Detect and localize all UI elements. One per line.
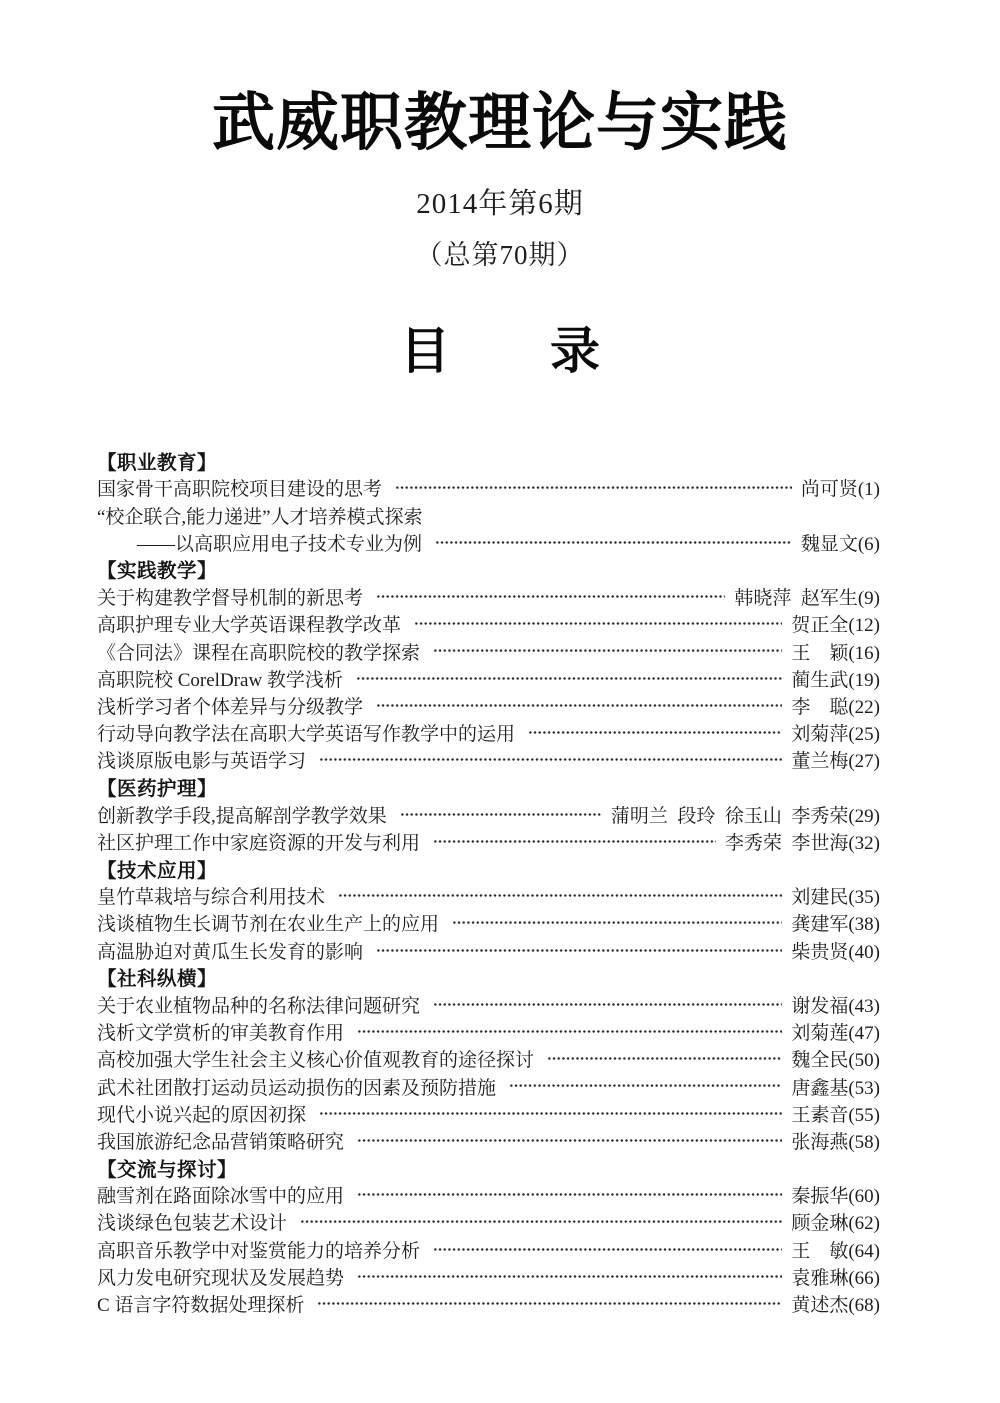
entry-authors: 魏全民 (791, 1050, 849, 1072)
entry-ref (791, 937, 880, 964)
entry-authors: 魏显文 (800, 533, 858, 555)
entry-ref (791, 1100, 880, 1127)
entry-authors: 柴贵贤 (791, 941, 849, 963)
entry-page: (66) (848, 1267, 880, 1289)
entry-page: (47) (848, 1023, 880, 1045)
toc-entry (97, 1018, 880, 1045)
dot-leader (376, 583, 725, 610)
dot-leader (319, 746, 782, 773)
toc-entry (97, 1208, 880, 1235)
entry-ref (791, 665, 880, 692)
toc-entry (97, 909, 880, 936)
toc-list (97, 447, 880, 1317)
entry-page: (53) (848, 1077, 880, 1099)
entry-ref (791, 1045, 880, 1072)
entry-title: 浅析学习者个体差异与分级教学 (97, 696, 364, 718)
dot-leader (395, 474, 792, 501)
entry-title: 高校加强大学生社会主义核心价值观教育的途径探讨 (97, 1050, 535, 1072)
entry-page: (9) (857, 588, 880, 610)
entry-title: 高温胁迫对黄瓜生长发育的影响 (97, 941, 364, 963)
toc-entry (97, 1236, 880, 1263)
toc-entry (97, 610, 880, 637)
entry-page: (38) (848, 914, 880, 936)
entry-title: 高职护理专业大学英语课程教学改革 (97, 615, 402, 637)
toc-entry (97, 801, 880, 828)
entry-ref (791, 638, 880, 665)
dot-leader (376, 937, 782, 964)
toc-section-header: 【交流与探讨】 (97, 1158, 238, 1181)
entry-authors: 顾金琳 (791, 1213, 849, 1235)
dot-leader (547, 1045, 782, 1072)
entry-title: 社区护理工作中家庭资源的开发与利用 (97, 832, 421, 854)
dot-leader (319, 1100, 782, 1127)
toc-entry (97, 1072, 880, 1099)
dot-leader (317, 1290, 782, 1317)
entry-page: (19) (848, 669, 880, 691)
toc-entry (97, 637, 880, 664)
toc-section-header: 【职业教育】 (97, 451, 218, 474)
entry-ref (791, 1127, 880, 1154)
entry-title: 高职院校 CorelDraw 教学浅析 (97, 669, 343, 691)
dot-leader (452, 909, 782, 936)
entry-page: (68) (848, 1295, 880, 1317)
entry-subtitle: ——以高职应用电子技术专业为例 (137, 533, 423, 555)
entry-title: 浅谈绿色包装艺术设计 (97, 1213, 288, 1235)
toc-entry (97, 665, 880, 692)
entry-authors: 尚可贤 (800, 479, 858, 501)
entry-authors: 黄述杰 (791, 1295, 849, 1317)
entry-title: 国家骨干高职院校项目建设的思考 (97, 479, 383, 501)
entry-title: 行动导向教学法在高职大学英语写作教学中的运用 (97, 724, 516, 746)
toc-entry-title-line (97, 502, 880, 529)
toc-entry (97, 1290, 880, 1317)
dot-leader (414, 610, 782, 637)
entry-ref (791, 1290, 880, 1317)
entry-authors: 袁雅琳 (791, 1267, 849, 1289)
toc-entry (97, 474, 880, 501)
entry-ref (801, 529, 880, 556)
entry-authors: 韩晓萍 赵军生 (734, 588, 858, 610)
entry-authors: 谢发福 (791, 995, 849, 1017)
entry-page: (40) (848, 941, 880, 963)
entry-ref (791, 1208, 880, 1235)
toc-entry (97, 991, 880, 1018)
entry-authors: 刘菊莲 (791, 1023, 849, 1045)
toc-entry (97, 828, 880, 855)
entry-ref (791, 1181, 880, 1208)
entry-title: 浅析文学赏析的审美教育作用 (97, 1023, 345, 1045)
entry-ref (791, 1018, 880, 1045)
dot-leader (509, 1072, 782, 1099)
entry-title: 高职音乐教学中对鉴赏能力的培养分析 (97, 1240, 421, 1262)
dot-leader (338, 882, 782, 909)
toc-entry (97, 692, 880, 719)
entry-ref (734, 583, 880, 610)
entry-authors: 李秀荣 李世海 (724, 832, 849, 854)
entry-page: (27) (848, 751, 880, 773)
entry-page: (32) (848, 832, 880, 854)
dot-leader (357, 1263, 782, 1290)
entry-authors: 蔺生武 (791, 669, 849, 691)
entry-page: (58) (848, 1131, 880, 1153)
entry-page: (16) (848, 642, 880, 664)
entry-ref (725, 828, 880, 855)
entry-page: (60) (848, 1186, 880, 1208)
entry-title: 武术社团散打运动员运动损伤的因素及预防措施 (97, 1077, 497, 1099)
entry-ref (791, 1073, 880, 1100)
entry-ref (791, 1263, 880, 1290)
entry-authors: 龚建军 (791, 914, 849, 936)
entry-authors: 董兰梅 (791, 751, 849, 773)
entry-title: 我国旅游纪念品营销策略研究 (97, 1131, 345, 1153)
entry-title: 融雪剂在路面除冰雪中的应用 (97, 1186, 345, 1208)
entry-title: 《合同法》课程在高职院校的教学探索 (97, 642, 421, 664)
entry-authors: 蒲明兰 段玲 徐玉山 李秀荣 (610, 805, 849, 827)
entry-title: “校企联合,能力递进”人才培养模式探索 (97, 506, 423, 528)
entry-authors: 刘建民 (791, 887, 849, 909)
entry-authors: 秦振华 (791, 1186, 849, 1208)
entry-ref (791, 882, 880, 909)
entry-title: 风力发电研究现状及发展趋势 (97, 1267, 345, 1289)
entry-page: (1) (857, 479, 880, 501)
entry-authors: 唐鑫基 (791, 1077, 849, 1099)
dot-leader (357, 1181, 782, 1208)
entry-page: (55) (848, 1104, 880, 1126)
entry-ref (611, 801, 880, 828)
issue-line: 2014年第6期 (416, 188, 584, 221)
entry-authors: 贺正全 (791, 615, 849, 637)
entry-ref (801, 474, 880, 501)
entry-page: (25) (848, 724, 880, 746)
entry-ref (791, 991, 880, 1018)
entry-authors: 刘菊萍 (791, 724, 849, 746)
entry-page: (43) (848, 995, 880, 1017)
toc-entry (97, 529, 880, 556)
toc-entry (97, 882, 880, 909)
toc-title: 目 录 (400, 323, 600, 380)
toc-entry (97, 746, 880, 773)
dot-leader (433, 1236, 782, 1263)
toc-section-header: 【技术应用】 (97, 859, 218, 882)
dot-leader (435, 529, 792, 556)
entry-page: (62) (848, 1213, 880, 1235)
toc-section-header: 【实践教学】 (97, 560, 218, 583)
entry-ref (791, 746, 880, 773)
entry-title: 创新教学手段,提高解剖学教学效果 (97, 805, 387, 827)
entry-page: (64) (848, 1240, 880, 1262)
volume-line: （总第70期） (415, 240, 585, 271)
entry-authors: 张海燕 (791, 1131, 849, 1153)
toc-entry (97, 1263, 880, 1290)
entry-authors: 王素音 (791, 1104, 849, 1126)
dot-leader (433, 828, 716, 855)
entry-page: (29) (848, 805, 880, 827)
dot-leader (300, 1208, 782, 1235)
journal-title: 武威职教理论与实践 (212, 88, 788, 158)
entry-page: (22) (848, 696, 880, 718)
page-header (0, 0, 1000, 383)
dot-leader (433, 637, 782, 664)
toc-entry (97, 719, 880, 746)
entry-ref (791, 1236, 880, 1263)
entry-page: (50) (848, 1050, 880, 1072)
entry-title: 浅谈植物生长调节剂在农业生产上的应用 (97, 914, 440, 936)
entry-title: C 语言字符数据处理探析 (97, 1295, 305, 1317)
toc-section-header: 【医药护理】 (97, 777, 218, 800)
toc-entry (97, 1100, 880, 1127)
entry-ref (791, 909, 880, 936)
dot-leader (357, 1127, 782, 1154)
entry-ref (791, 719, 880, 746)
entry-authors: 王 敏 (791, 1240, 849, 1262)
toc-entry (97, 1181, 880, 1208)
dot-leader (433, 991, 782, 1018)
entry-title: 浅谈原版电影与英语学习 (97, 751, 307, 773)
dot-leader (528, 719, 782, 746)
entry-authors: 王 颖 (791, 642, 849, 664)
entry-title: 关于构建教学督导机制的新思考 (97, 588, 364, 610)
dot-leader (376, 692, 782, 719)
entry-authors: 李 聪 (791, 696, 849, 718)
entry-ref (791, 692, 880, 719)
entry-ref (791, 610, 880, 637)
toc-entry (97, 937, 880, 964)
entry-title: 关于农业植物品种的名称法律问题研究 (97, 995, 421, 1017)
toc-entry (97, 583, 880, 610)
entry-title: 皇竹草栽培与综合利用技术 (97, 887, 326, 909)
dot-leader (357, 1018, 782, 1045)
toc-entry (97, 1127, 880, 1154)
dot-leader (400, 801, 602, 828)
dot-leader (356, 665, 782, 692)
entry-page: (12) (848, 615, 880, 637)
entry-page: (6) (857, 533, 880, 555)
entry-page: (35) (848, 887, 880, 909)
toc-entry (97, 1045, 880, 1072)
entry-title: 现代小说兴起的原因初探 (97, 1104, 307, 1126)
toc-section-header: 【社科纵横】 (97, 968, 218, 991)
